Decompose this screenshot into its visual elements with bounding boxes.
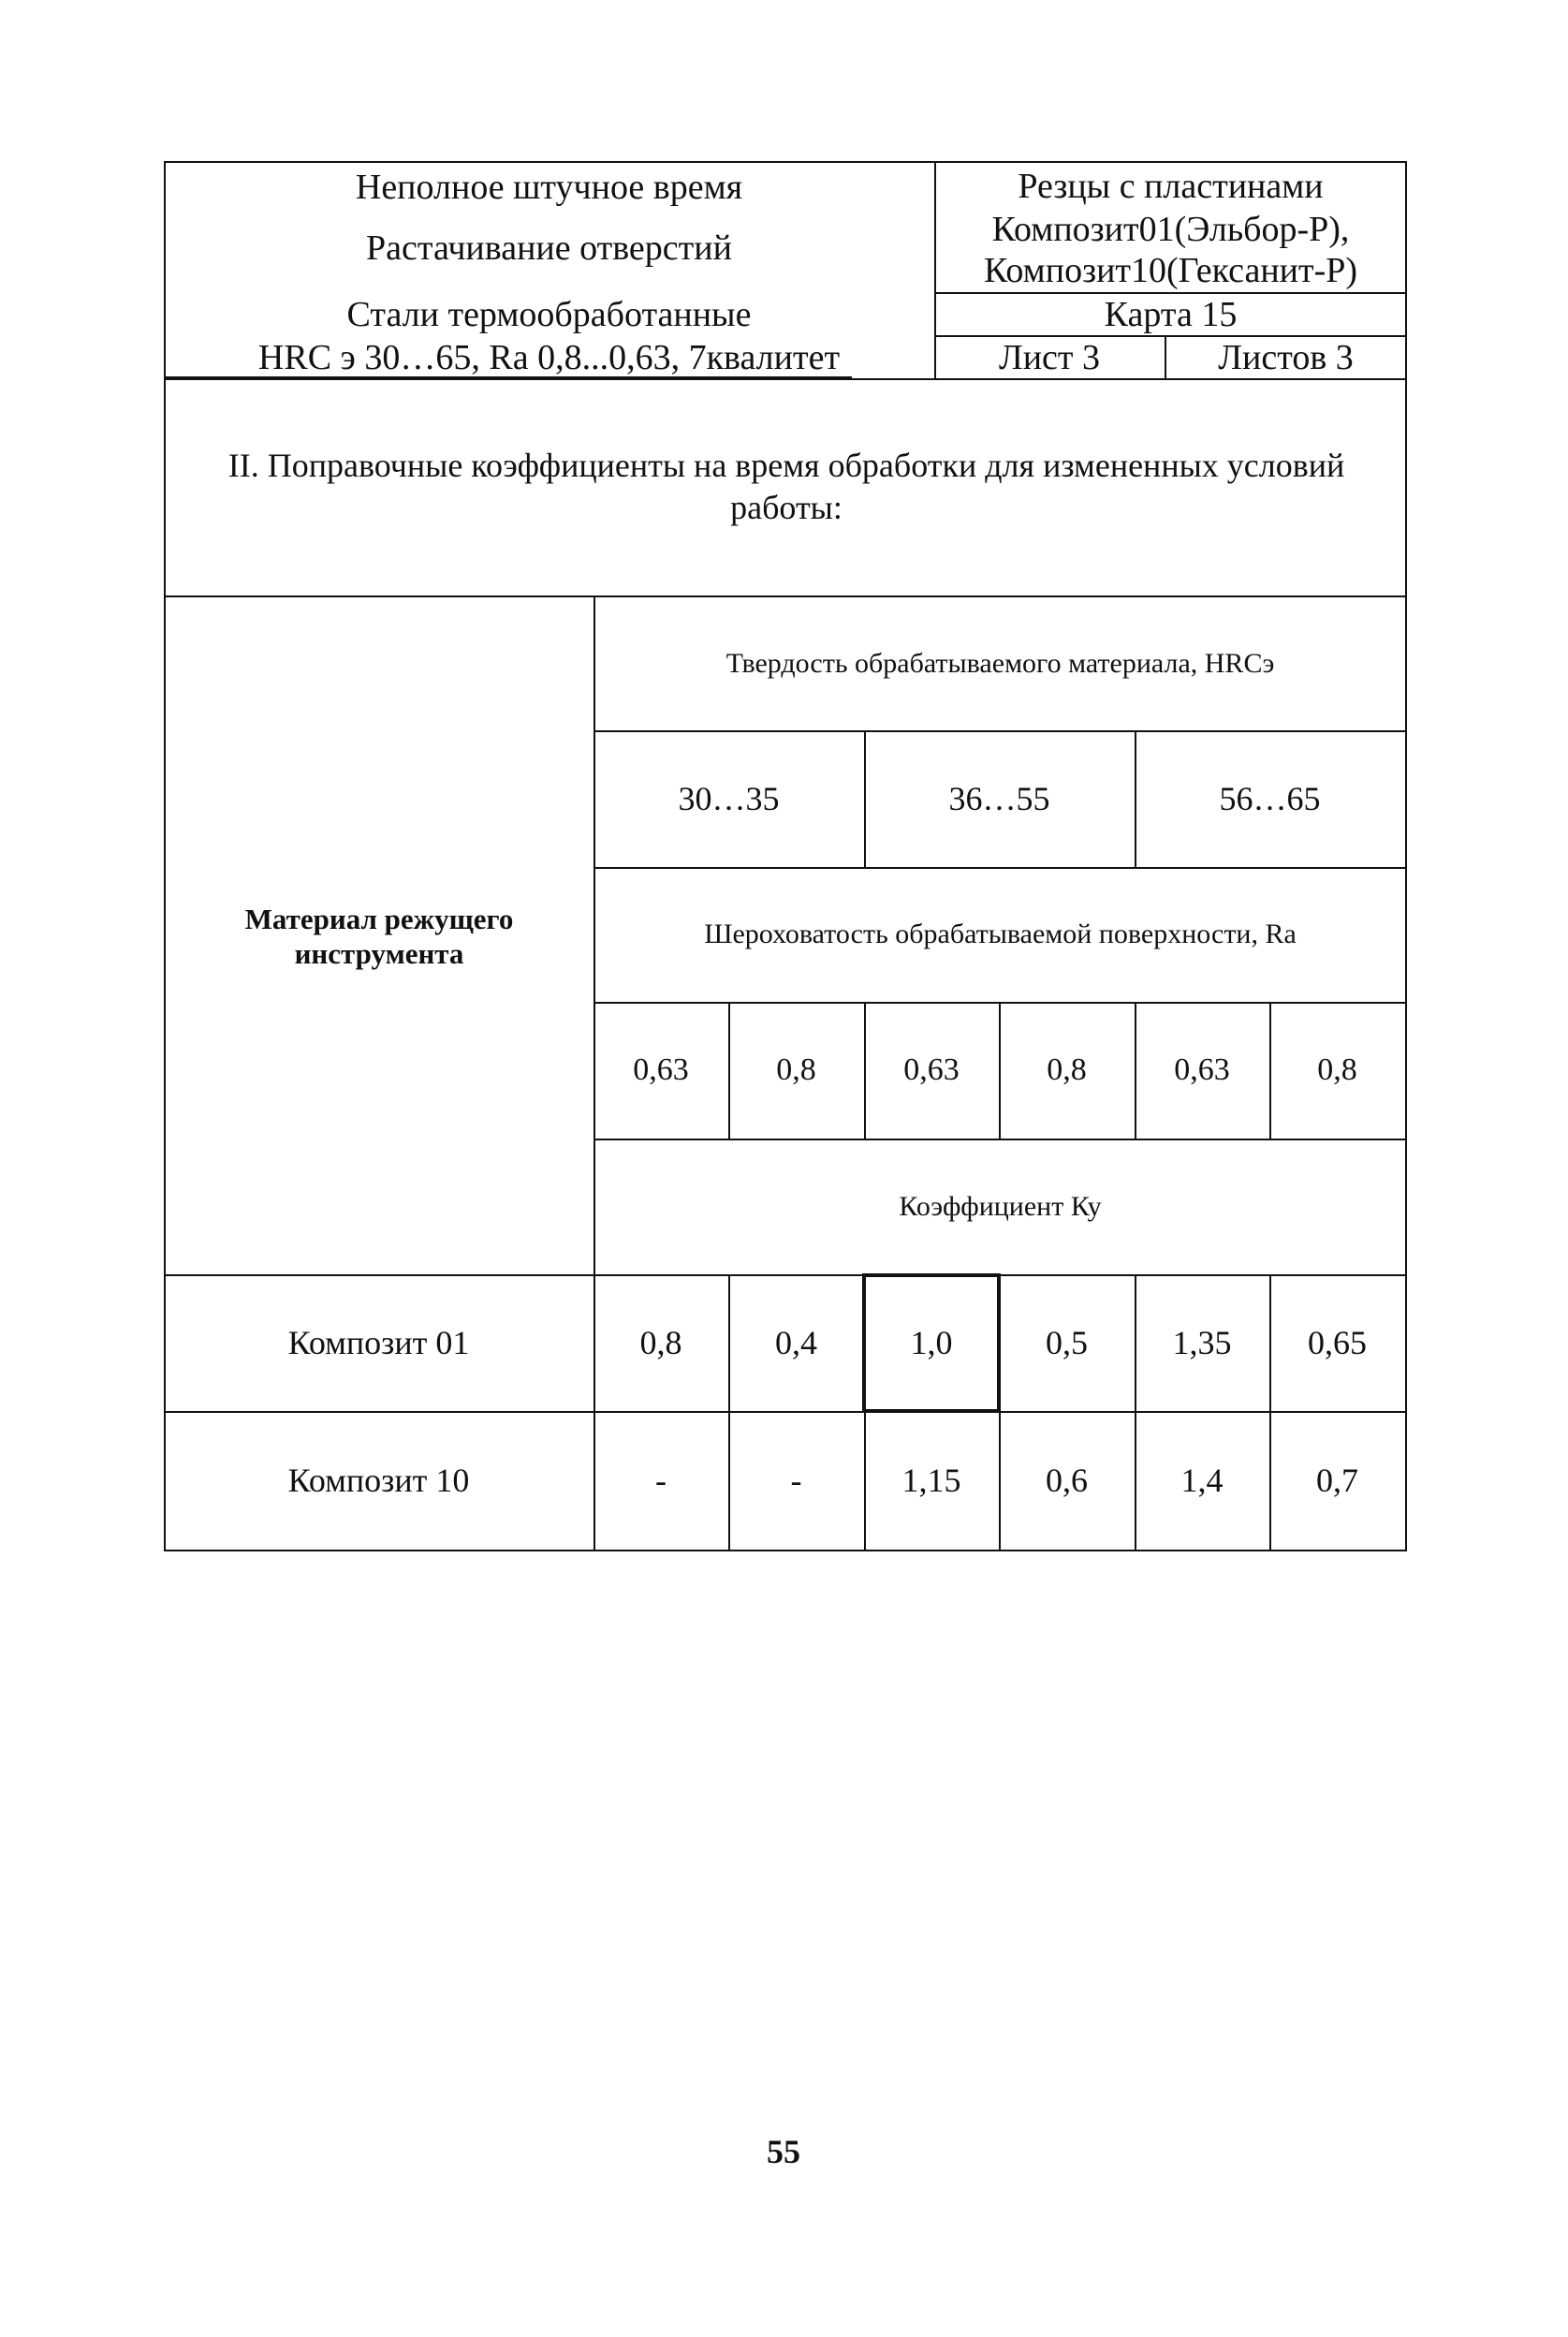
coefficient-value: 1,4	[1180, 1462, 1224, 1499]
material-header: Материал режущего инструмента	[244, 902, 514, 970]
header-material: Стали термообработанные	[346, 295, 752, 334]
sheet-number: Лист 3	[998, 338, 1101, 377]
coefficient-value: 0,5	[1046, 1324, 1088, 1361]
material-name: Композит 10	[287, 1462, 470, 1499]
header-title: Неполное штучное время	[355, 168, 743, 207]
hardness-range: 56…65	[1219, 780, 1321, 817]
roughness-value: 0,63	[633, 1052, 689, 1087]
roughness-value: 0,8	[1317, 1052, 1357, 1087]
tools-line-2: Композит01(Эльбор-Р),	[991, 210, 1350, 249]
header-spec: HRC э 30…65, Ra 0,8...0,63, 7квалитет	[257, 338, 841, 377]
coefficient-value: -	[790, 1462, 802, 1499]
tools-line-1: Резцы с пластинами	[1018, 167, 1324, 206]
card-number: Карта 15	[1104, 295, 1238, 334]
coefficient-value: 0,8	[639, 1324, 682, 1361]
hardness-range: 30…35	[678, 780, 780, 817]
section-title: II. Поправочные коэффициенты на время обработки для измененных условий работы:	[227, 447, 1345, 526]
coefficient-value: 1,15	[901, 1462, 961, 1499]
coefficient-value: -	[655, 1462, 667, 1499]
table-right-border	[1405, 595, 1407, 1551]
hardness-range: 36…55	[948, 780, 1050, 817]
material-name: Композит 01	[287, 1324, 470, 1361]
roughness-value: 0,63	[1174, 1052, 1230, 1087]
section-left-border	[164, 380, 166, 597]
page-number: 55	[767, 2133, 800, 2170]
roughness-value: 0,63	[903, 1052, 960, 1087]
sheets-total: Листов 3	[1218, 338, 1354, 377]
coefficient-value: 1,35	[1172, 1324, 1232, 1361]
hardness-header: Твердость обрабатываемого материала, HRCэ	[725, 648, 1275, 679]
table-bottom-border	[164, 1550, 1407, 1551]
tools-line-3: Композит10(Гексанит-Р)	[983, 251, 1358, 290]
roughness-value: 0,8	[1047, 1052, 1087, 1087]
section-right-border	[1405, 380, 1407, 597]
roughness-value: 0,8	[776, 1052, 816, 1087]
coefficient-header: Коэффициент Ку	[899, 1190, 1102, 1222]
coefficient-value: 1,0	[910, 1324, 953, 1361]
coefficient-value: 0,7	[1316, 1462, 1358, 1499]
coefficient-value: 0,65	[1308, 1324, 1367, 1361]
roughness-header: Шероховатость обрабатываемой поверхности, Ra	[704, 919, 1297, 949]
coefficient-value: 0,4	[775, 1324, 817, 1361]
header-operation: Растачивание отверстий	[366, 228, 732, 268]
coefficient-value: 0,6	[1046, 1462, 1088, 1499]
